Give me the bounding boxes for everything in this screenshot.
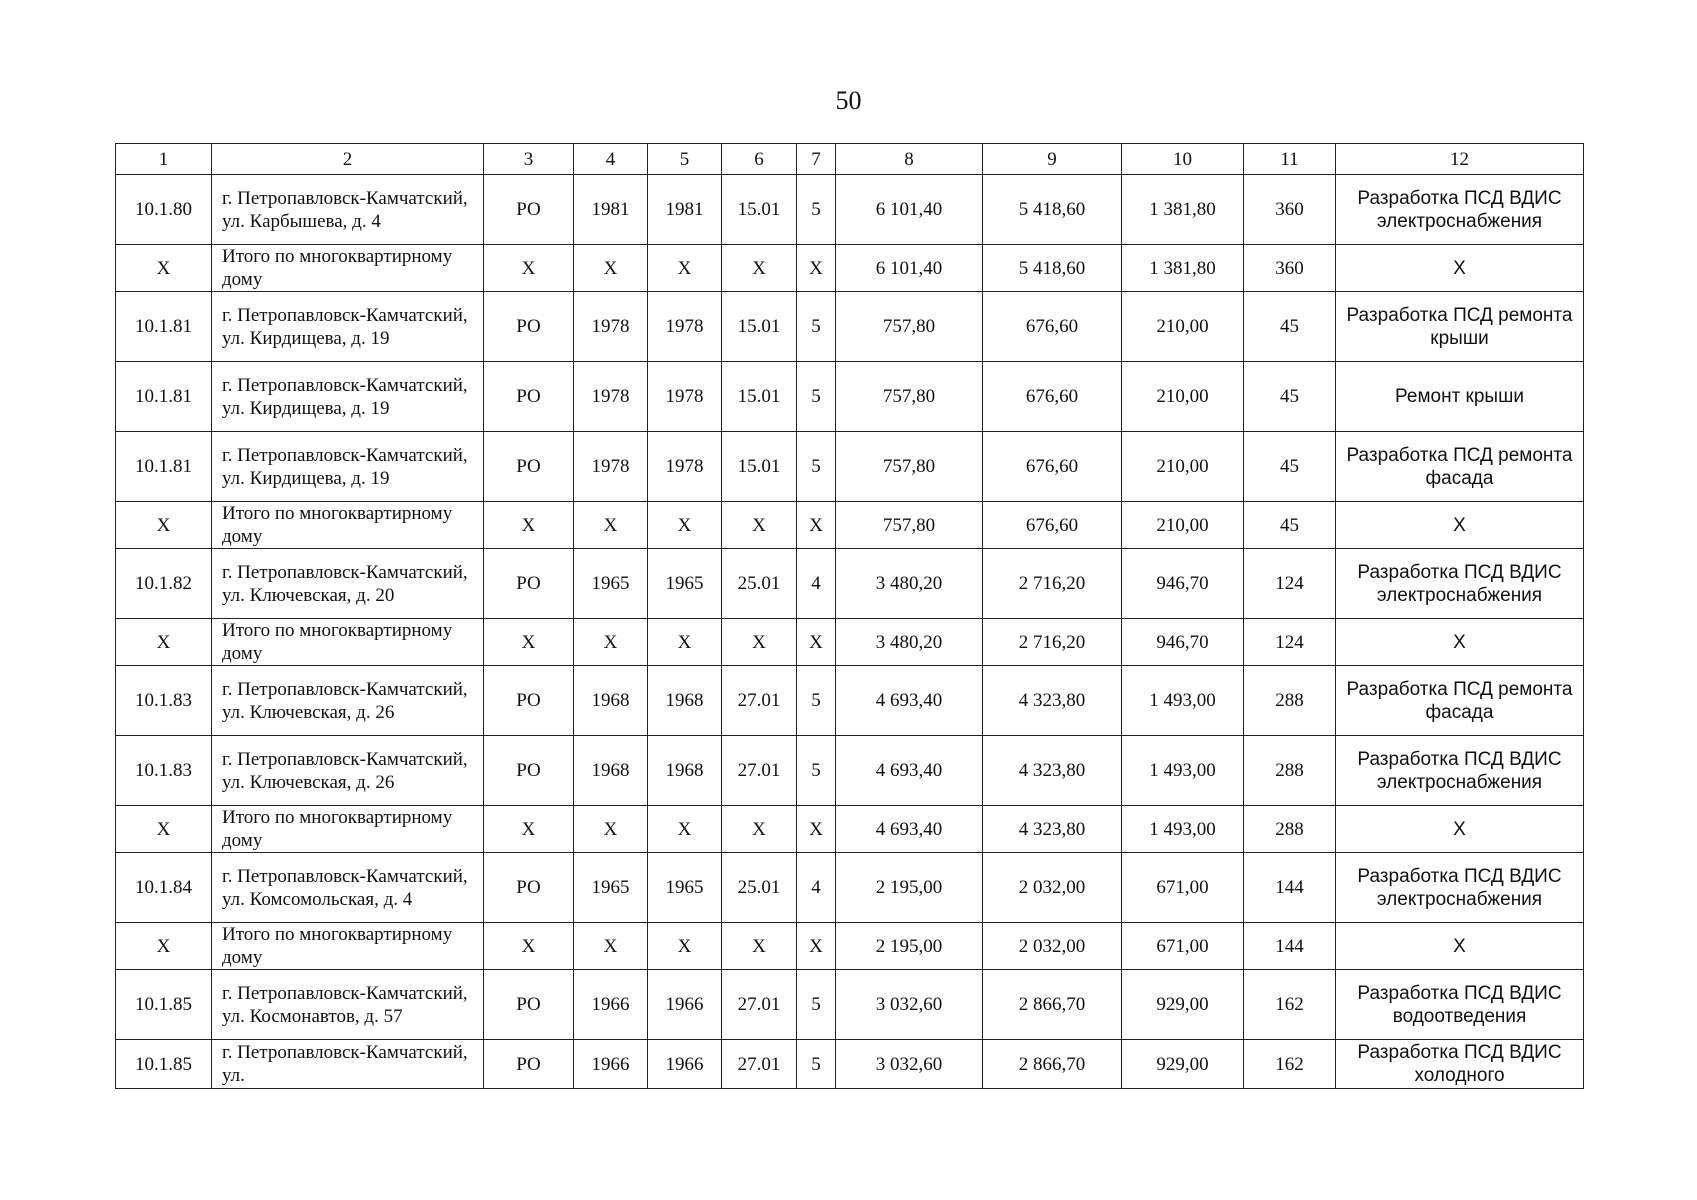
cell-year-commissioned: 1965 <box>648 549 722 619</box>
cell-code: X <box>722 619 797 666</box>
cell-method: РО <box>484 292 574 362</box>
table-row <box>116 292 1584 362</box>
cell-floors: 5 <box>797 362 836 432</box>
cell-work-type: X <box>1336 245 1584 292</box>
cell-residents: 360 <box>1244 175 1336 245</box>
cell-address: г. Петропавловск-Камчатский, ул. Кирдищева, д. 19 <box>212 432 484 502</box>
table-row <box>116 970 1584 1040</box>
cell-total-area: 3 032,60 <box>836 1040 983 1089</box>
cell-roof-area: 929,00 <box>1122 970 1244 1040</box>
cell-floors: 5 <box>797 666 836 736</box>
total-row <box>116 806 1584 853</box>
cell-work-type: Разработка ПСД ВДИС электроснабжения <box>1336 736 1584 806</box>
cell-roof-area: 1 381,80 <box>1122 245 1244 292</box>
cell-living-area: 676,60 <box>983 432 1122 502</box>
cell-number: X <box>116 502 212 549</box>
cell-method: РО <box>484 970 574 1040</box>
cell-address: Итого по многоквартирному дому <box>212 923 484 970</box>
cell-number: 10.1.85 <box>116 1040 212 1089</box>
cell-code: X <box>722 502 797 549</box>
cell-living-area: 2 032,00 <box>983 923 1122 970</box>
column-header: 5 <box>648 144 722 175</box>
cell-living-area: 4 323,80 <box>983 666 1122 736</box>
cell-residents: 288 <box>1244 736 1336 806</box>
cell-address: г. Петропавловск-Камчатский, ул. <box>212 1040 484 1089</box>
cell-roof-area: 210,00 <box>1122 502 1244 549</box>
cell-code: 27.01 <box>722 736 797 806</box>
page-number: 50 <box>835 86 862 115</box>
cell-address: г. Петропавловск-Камчатский, ул. Кирдищева, д. 19 <box>212 362 484 432</box>
total-row <box>116 619 1584 666</box>
cell-method: РО <box>484 1040 574 1089</box>
cell-method: X <box>484 923 574 970</box>
cell-year-built: 1968 <box>574 736 648 806</box>
cell-code: 15.01 <box>722 432 797 502</box>
column-header: 11 <box>1244 144 1336 175</box>
cell-method: X <box>484 245 574 292</box>
cell-roof-area: 210,00 <box>1122 362 1244 432</box>
table-row <box>116 853 1584 923</box>
cell-floors: 5 <box>797 970 836 1040</box>
cell-year-built: X <box>574 806 648 853</box>
cell-living-area: 5 418,60 <box>983 245 1122 292</box>
cell-method: X <box>484 502 574 549</box>
cell-total-area: 2 195,00 <box>836 853 983 923</box>
cell-year-built: X <box>574 245 648 292</box>
cell-year-built: 1978 <box>574 432 648 502</box>
cell-address: г. Петропавловск-Камчатский, ул. Ключевская, д. 26 <box>212 666 484 736</box>
cell-living-area: 676,60 <box>983 292 1122 362</box>
cell-address: г. Петропавловск-Камчатский, ул. Кирдищева, д. 19 <box>212 292 484 362</box>
cell-year-commissioned: X <box>648 245 722 292</box>
cell-address: Итого по многоквартирному дому <box>212 502 484 549</box>
cell-number: 10.1.84 <box>116 853 212 923</box>
cell-year-commissioned: X <box>648 806 722 853</box>
cell-floors: 5 <box>797 1040 836 1089</box>
cell-code: 27.01 <box>722 970 797 1040</box>
column-header: 3 <box>484 144 574 175</box>
cell-year-commissioned: 1968 <box>648 736 722 806</box>
cell-residents: 162 <box>1244 1040 1336 1089</box>
cell-roof-area: 210,00 <box>1122 432 1244 502</box>
cell-address: г. Петропавловск-Камчатский, ул. Ключевская, д. 20 <box>212 549 484 619</box>
cell-number: 10.1.83 <box>116 666 212 736</box>
cell-work-type: X <box>1336 619 1584 666</box>
total-row <box>116 923 1584 970</box>
cell-address: г. Петропавловск-Камчатский, ул. Комсомольская, д. 4 <box>212 853 484 923</box>
cell-year-commissioned: 1968 <box>648 666 722 736</box>
cell-year-commissioned: 1965 <box>648 853 722 923</box>
cell-roof-area: 946,70 <box>1122 549 1244 619</box>
cell-living-area: 5 418,60 <box>983 175 1122 245</box>
cell-year-built: X <box>574 923 648 970</box>
cell-year-built: 1965 <box>574 853 648 923</box>
column-header: 12 <box>1336 144 1584 175</box>
cell-year-commissioned: 1966 <box>648 970 722 1040</box>
cell-method: РО <box>484 432 574 502</box>
cell-residents: 124 <box>1244 619 1336 666</box>
cell-total-area: 757,80 <box>836 432 983 502</box>
cell-floors: 5 <box>797 292 836 362</box>
cell-method: РО <box>484 362 574 432</box>
column-header: 1 <box>116 144 212 175</box>
cell-year-commissioned: 1981 <box>648 175 722 245</box>
cell-address: г. Петропавловск-Камчатский, ул. Ключевская, д. 26 <box>212 736 484 806</box>
cell-number: 10.1.81 <box>116 432 212 502</box>
cell-work-type: Разработка ПСД ВДИС холодного <box>1336 1040 1584 1089</box>
cell-number: 10.1.83 <box>116 736 212 806</box>
cell-living-area: 676,60 <box>983 502 1122 549</box>
cell-residents: 360 <box>1244 245 1336 292</box>
cell-total-area: 757,80 <box>836 292 983 362</box>
cell-number: X <box>116 245 212 292</box>
column-header: 9 <box>983 144 1122 175</box>
cell-floors: 5 <box>797 432 836 502</box>
data-table <box>115 143 1584 1089</box>
cell-total-area: 757,80 <box>836 362 983 432</box>
cell-year-commissioned: 1978 <box>648 362 722 432</box>
cell-code: X <box>722 923 797 970</box>
cell-code: 15.01 <box>722 175 797 245</box>
cell-total-area: 4 693,40 <box>836 806 983 853</box>
cell-living-area: 2 866,70 <box>983 970 1122 1040</box>
cell-total-area: 6 101,40 <box>836 245 983 292</box>
cell-number: 10.1.82 <box>116 549 212 619</box>
cell-year-built: 1965 <box>574 549 648 619</box>
cell-roof-area: 929,00 <box>1122 1040 1244 1089</box>
cell-living-area: 2 716,20 <box>983 549 1122 619</box>
cell-roof-area: 210,00 <box>1122 292 1244 362</box>
cell-residents: 124 <box>1244 549 1336 619</box>
cell-address: Итого по многоквартирному дому <box>212 806 484 853</box>
column-header: 4 <box>574 144 648 175</box>
total-row <box>116 502 1584 549</box>
cell-method: X <box>484 806 574 853</box>
cell-floors: X <box>797 619 836 666</box>
cell-floors: X <box>797 502 836 549</box>
table-row <box>116 666 1584 736</box>
cell-residents: 45 <box>1244 362 1336 432</box>
cell-roof-area: 1 493,00 <box>1122 736 1244 806</box>
cell-total-area: 3 480,20 <box>836 549 983 619</box>
cell-code: 27.01 <box>722 1040 797 1089</box>
cell-code: 15.01 <box>722 292 797 362</box>
cell-year-built: X <box>574 502 648 549</box>
table-row <box>116 362 1584 432</box>
cell-work-type: Разработка ПСД ремонта крыши <box>1336 292 1584 362</box>
cell-residents: 288 <box>1244 806 1336 853</box>
cell-code: 25.01 <box>722 853 797 923</box>
table-row <box>116 549 1584 619</box>
cell-total-area: 6 101,40 <box>836 175 983 245</box>
cell-year-built: 1978 <box>574 292 648 362</box>
cell-number: 10.1.81 <box>116 292 212 362</box>
cell-work-type: X <box>1336 806 1584 853</box>
cell-living-area: 2 866,70 <box>983 1040 1122 1089</box>
cell-work-type: Разработка ПСД ВДИС электроснабжения <box>1336 175 1584 245</box>
cell-floors: X <box>797 245 836 292</box>
cell-year-built: X <box>574 619 648 666</box>
cell-method: РО <box>484 736 574 806</box>
column-header: 6 <box>722 144 797 175</box>
table-row <box>116 432 1584 502</box>
cell-method: РО <box>484 853 574 923</box>
cell-living-area: 4 323,80 <box>983 736 1122 806</box>
table-row <box>116 175 1584 245</box>
table-header <box>116 144 1584 175</box>
cell-year-commissioned: 1978 <box>648 432 722 502</box>
total-row <box>116 245 1584 292</box>
cell-number: X <box>116 923 212 970</box>
cell-residents: 45 <box>1244 432 1336 502</box>
cell-roof-area: 1 493,00 <box>1122 666 1244 736</box>
cell-living-area: 2 032,00 <box>983 853 1122 923</box>
cell-address: Итого по многоквартирному дому <box>212 245 484 292</box>
header-row <box>116 144 1584 175</box>
cell-work-type: X <box>1336 923 1584 970</box>
cell-number: 10.1.81 <box>116 362 212 432</box>
cell-address: Итого по многоквартирному дому <box>212 619 484 666</box>
cell-number: X <box>116 806 212 853</box>
cell-living-area: 4 323,80 <box>983 806 1122 853</box>
cell-living-area: 676,60 <box>983 362 1122 432</box>
cell-total-area: 2 195,00 <box>836 923 983 970</box>
cell-work-type: Разработка ПСД ремонта фасада <box>1336 666 1584 736</box>
cell-floors: 5 <box>797 736 836 806</box>
cell-total-area: 4 693,40 <box>836 666 983 736</box>
cell-year-commissioned: 1978 <box>648 292 722 362</box>
cell-residents: 45 <box>1244 292 1336 362</box>
cell-year-commissioned: X <box>648 923 722 970</box>
cell-method: РО <box>484 549 574 619</box>
column-header: 8 <box>836 144 983 175</box>
cell-year-commissioned: X <box>648 619 722 666</box>
cell-method: РО <box>484 175 574 245</box>
cell-work-type: Разработка ПСД ВДИС водоотведения <box>1336 970 1584 1040</box>
cell-roof-area: 671,00 <box>1122 923 1244 970</box>
cell-residents: 288 <box>1244 666 1336 736</box>
cell-residents: 144 <box>1244 853 1336 923</box>
cell-year-commissioned: 1966 <box>648 1040 722 1089</box>
cell-code: 15.01 <box>722 362 797 432</box>
cell-floors: X <box>797 806 836 853</box>
cell-roof-area: 1 493,00 <box>1122 806 1244 853</box>
column-header: 7 <box>797 144 836 175</box>
cell-year-built: 1966 <box>574 970 648 1040</box>
column-header: 2 <box>212 144 484 175</box>
cell-code: 27.01 <box>722 666 797 736</box>
column-header: 10 <box>1122 144 1244 175</box>
cell-roof-area: 1 381,80 <box>1122 175 1244 245</box>
cell-total-area: 3 480,20 <box>836 619 983 666</box>
cell-year-built: 1968 <box>574 666 648 736</box>
cell-method: РО <box>484 666 574 736</box>
cell-roof-area: 946,70 <box>1122 619 1244 666</box>
cell-residents: 162 <box>1244 970 1336 1040</box>
cell-year-built: 1966 <box>574 1040 648 1089</box>
cell-work-type: Разработка ПСД ремонта фасада <box>1336 432 1584 502</box>
table-body <box>116 175 1584 1089</box>
cell-work-type: Разработка ПСД ВДИС электроснабжения <box>1336 549 1584 619</box>
cell-address: г. Петропавловск-Камчатский, ул. Космонавтов, д. 57 <box>212 970 484 1040</box>
cell-number: X <box>116 619 212 666</box>
cell-year-built: 1978 <box>574 362 648 432</box>
cell-method: X <box>484 619 574 666</box>
cell-code: 25.01 <box>722 549 797 619</box>
cell-floors: 4 <box>797 853 836 923</box>
cell-number: 10.1.80 <box>116 175 212 245</box>
cell-address: г. Петропавловск-Камчатский, ул. Карбышева, д. 4 <box>212 175 484 245</box>
cell-roof-area: 671,00 <box>1122 853 1244 923</box>
cell-total-area: 4 693,40 <box>836 736 983 806</box>
cell-work-type: X <box>1336 502 1584 549</box>
cell-floors: 5 <box>797 175 836 245</box>
cell-work-type: Разработка ПСД ВДИС электроснабжения <box>1336 853 1584 923</box>
table-row <box>116 1040 1584 1089</box>
cell-living-area: 2 716,20 <box>983 619 1122 666</box>
cell-floors: 4 <box>797 549 836 619</box>
cell-work-type: Ремонт крыши <box>1336 362 1584 432</box>
cell-total-area: 3 032,60 <box>836 970 983 1040</box>
cell-number: 10.1.85 <box>116 970 212 1040</box>
cell-year-commissioned: X <box>648 502 722 549</box>
cell-code: X <box>722 806 797 853</box>
cell-floors: X <box>797 923 836 970</box>
cell-code: X <box>722 245 797 292</box>
cell-residents: 144 <box>1244 923 1336 970</box>
cell-residents: 45 <box>1244 502 1336 549</box>
table-row <box>116 736 1584 806</box>
cell-total-area: 757,80 <box>836 502 983 549</box>
cell-year-built: 1981 <box>574 175 648 245</box>
